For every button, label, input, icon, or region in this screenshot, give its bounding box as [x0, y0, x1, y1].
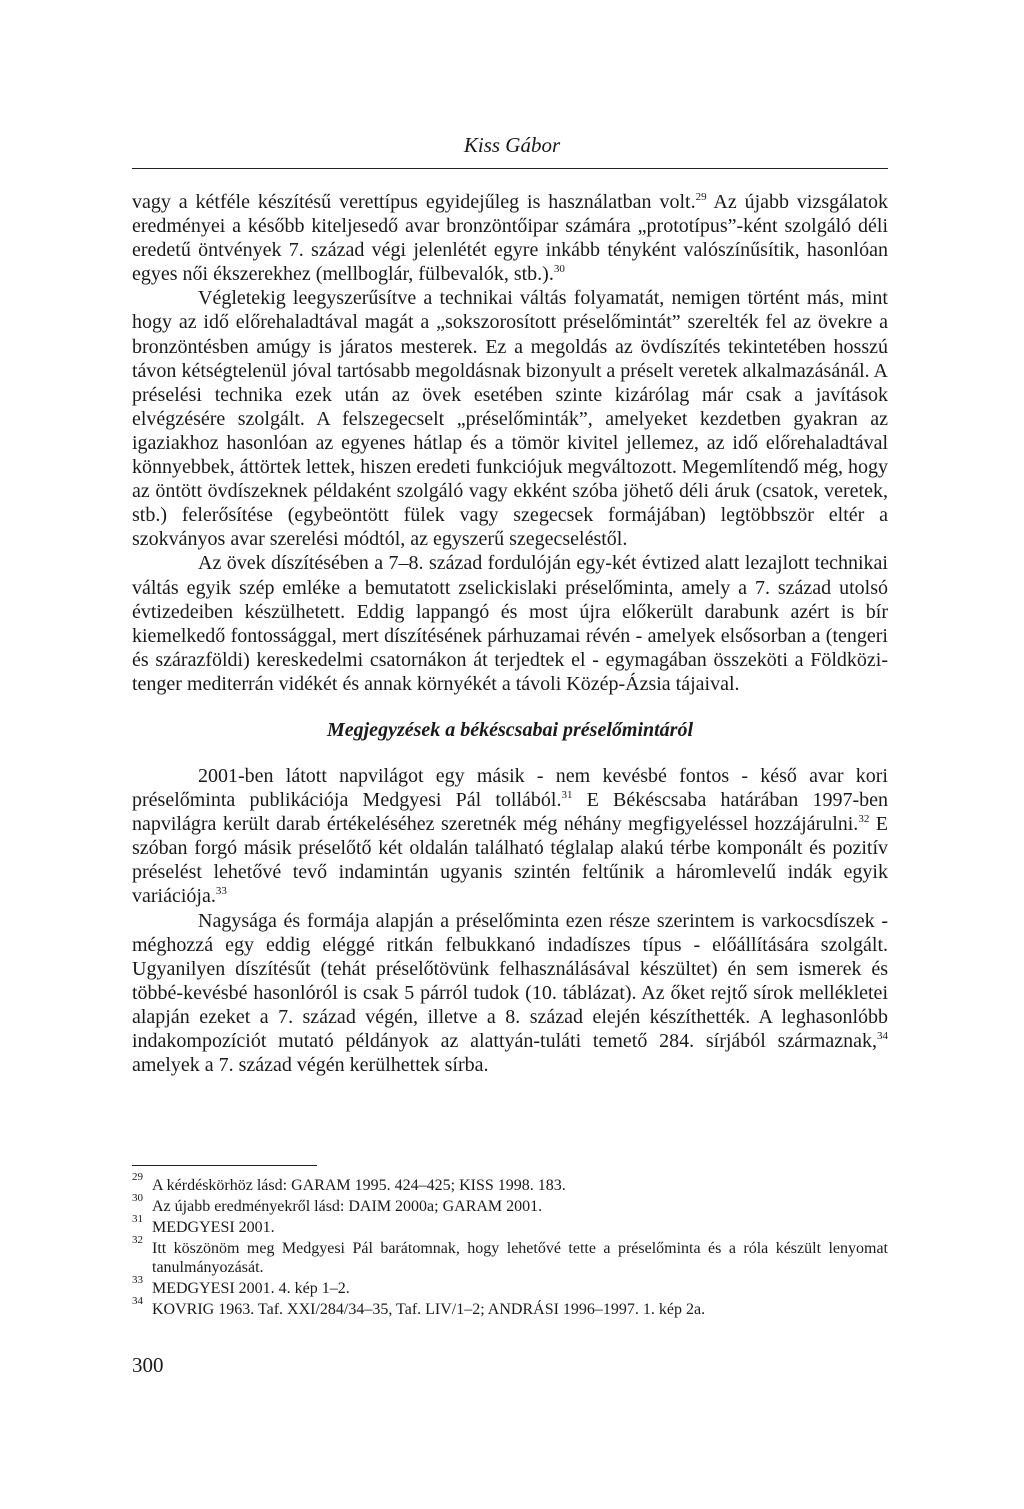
footnote: [132, 1171, 888, 1195]
text-run: vagy a kétféle készítésű verettípus egyidejűleg is használatban volt.: [132, 191, 696, 213]
page-number: 300: [132, 1353, 164, 1377]
text-run: Végletekig leegyszerűsítve a technikai váltás folyamatát, nemigen történt más, mint hogy az idő előrehaladtával magát a „sokszorosított préselőmintát” szerelték fel az övekre a bronzöntésben amúgy is járatos mesterek. Ez a megoldás az övdíszítés tekintetében hosszú távon kétségtelenül jóval tartósabb megoldásnak bizonyult a préselt veretek alkalmazásánál. A préselési technika ezek után az övek esetében szinte kizárólag már csak a javítások elvégzésére szolgált. A felszegecselt „préselőminták”, amelyeket kezdetben gyakran az igaziakhoz hasonlóan az egyenes hátlap és a tömör kivitel jellemez, az idő előrehaladtával könnyebbek, áttörtek lettek, hiszen eredeti funkciójuk megváltozott. Megemlítendő még, hogy az öntött övdíszeknek példaként szolgáló vagy ekként szóba jöhető déli áruk (csatok, veretek, stb.) felerősítése (egybeöntött fülek vagy szegecsek formájában) legtöbbször eltér a szokványos avar szerelési módtól, az egyszerű szegecseléstől.: [132, 287, 888, 551]
footnote-ref: 30: [553, 263, 565, 276]
footnote-ref: 34: [877, 1030, 888, 1042]
paragraph: [132, 551, 888, 696]
text-run: Az újabb vizsgálatok eredményei a később kiteljesedő avar bronzöntőipar számára „prototípus”-ként szolgáló déli eredetű öntvények 7. század végi jelenlétét egyre inkább tényként valószínűsítik, hasonlóan egyes női ékszerekhez (mellboglár, fülbevalók, stb.).: [132, 191, 889, 286]
footnote-ref: 32: [858, 813, 870, 826]
paragraph: [132, 286, 888, 551]
header-rule: [132, 168, 888, 169]
footnote-ref: 31: [561, 789, 573, 802]
text-run: amelyek a 7. század végén kerülhettek sírba.: [132, 1054, 489, 1077]
text-run: Az övek díszítésében a 7–8. század fordulóján egy-két évtized alatt lezajlott technikai váltás egyik szép emléke a bemutatott zselickislaki préselőminta, amely a 7. század utolsó évtizedeiben készülhetett. Eddig lappangó és most újra előkerült darabunk azért is bír kiemelkedő fontossággal, mert díszítésének párhuzamai révén - amelyek elsősorban a (tengeri és szárazföldi) kereskedelmi csatornákon át terjedtek el - egymagában összeköti a Földközi-tenger mediterrán vidékét és annak környékét a távoli Közép-Ázsia tájaival.: [132, 552, 888, 695]
footnote-text: MEDGYESI 2001. 4. kép 1–2.: [152, 1280, 350, 1297]
footnote-text: MEDGYESI 2001.: [152, 1219, 275, 1236]
footnote-number: 33: [132, 1274, 143, 1286]
footnote-text: Az újabb eredményekről lásd: DAIM 2000a; GARAM 2001.: [152, 1198, 543, 1215]
footnote-ref: 33: [215, 885, 227, 898]
footnote-rule: [132, 1165, 317, 1166]
text-run: 2001-ben látott napvilágot egy másik - nem kevésbé fontos - késő avar kori préselőminta publikációja Medgyesi Pál tollából.: [132, 764, 888, 812]
text-run: Nagysága és formája alapján a préselőminta ezen része szerintem is varkocsdíszek - méghozzá egy eddig eléggé ritkán felbukkanó indadíszes típus - előállítására szolgált. Ugyanilyen díszítésűt (tehát préselőtövünk felhasználásával készültet) én sem ismerek és többé-kevésbé hasonlóról is csak 5 párról tudok (10. táblázat). Az őket rejtő sírok mellékletei alapján ezeket a 7. század végén, illetve a 8. század elején készíthették. A leghasonlóbb indakompozíciót mutató példányok az alattyán-tuláti temető 284. sírjából származnak,: [132, 909, 888, 1052]
paragraph: [132, 764, 888, 909]
body-text: [132, 190, 888, 1077]
footnotes: [132, 1171, 888, 1321]
footnote: [132, 1234, 888, 1277]
footnote-text: KOVRIG 1963. Taf. XXI/284/34–35, Taf. LIV/1–2; ANDRÁSI 1996–1997. 1. kép 2a.: [152, 1301, 706, 1318]
footnote: [132, 1295, 888, 1319]
footnote: [132, 1192, 888, 1216]
footnote-number: 29: [132, 1171, 143, 1183]
running-head: Kiss Gábor: [463, 133, 561, 157]
paragraph: [132, 190, 888, 286]
paragraph: [132, 909, 888, 1078]
footnote: [132, 1213, 888, 1237]
footnote-text: Itt köszönöm meg Medgyesi Pál barátomnak, hogy lehetővé tette a préselőminta és a róla készült lenyomat tanulmányozását.: [152, 1240, 888, 1276]
text-run: E szóban forgó másik préselőtő két oldalán található téglalap alakú térbe komponált és pozitív préselést lehetővé tevő indamintán ugyanis szintén feltűnik a háromlevelű indák egyik variációja.: [132, 813, 888, 908]
text-run: E Békéscsaba határában 1997-ben napvilágra került darab értékeléséhez szeretnék még néhány megfigyeléssel hozzájárulni.: [132, 789, 888, 836]
footnote-number: 30: [132, 1192, 143, 1204]
footnote-text: A kérdéskörhöz lásd: GARAM 1995. 424–425; KISS 1998. 183.: [152, 1177, 566, 1194]
footnote-number: 31: [132, 1213, 143, 1225]
section-title: Megjegyzések a békéscsabai préselőmintáról: [326, 718, 694, 741]
footnote-number: 34: [132, 1295, 143, 1307]
footnote: [132, 1274, 888, 1298]
footnote-number: 32: [132, 1234, 143, 1246]
footnote-ref: 29: [695, 191, 707, 203]
